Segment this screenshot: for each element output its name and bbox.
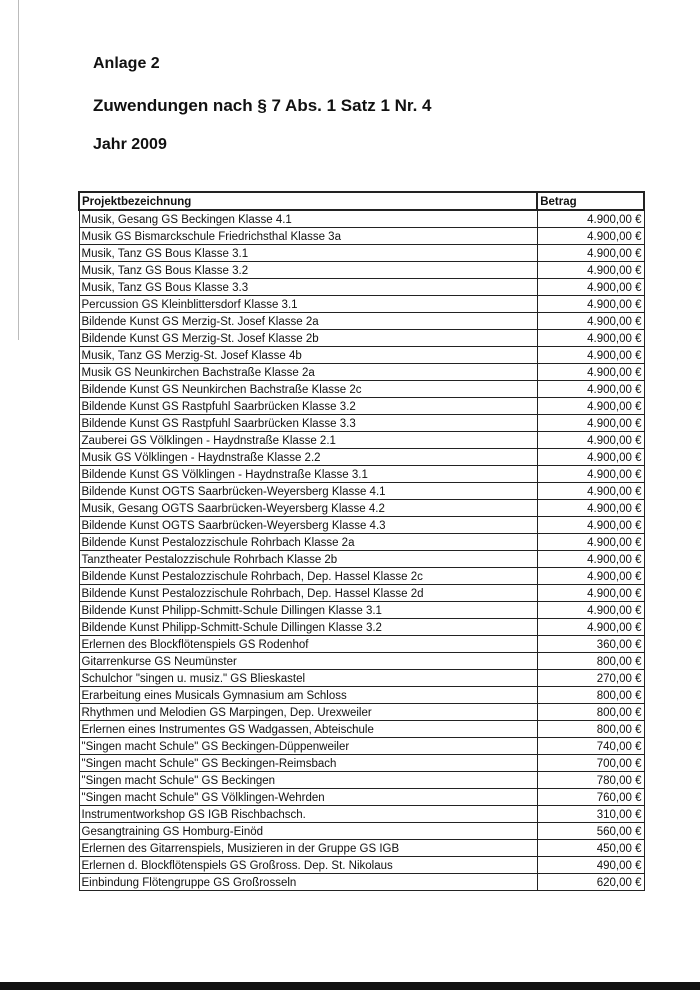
project-name-cell: Bildende Kunst OGTS Saarbrücken-Weyersberg Klasse 4.3	[79, 517, 537, 534]
project-name-cell: Bildende Kunst OGTS Saarbrücken-Weyersberg Klasse 4.1	[79, 483, 537, 500]
table-row	[79, 857, 644, 874]
amount-cell: 4.900,00 €	[537, 619, 644, 636]
project-name-cell: Musik, Tanz GS Bous Klasse 3.2	[79, 262, 537, 279]
amount-cell: 4.900,00 €	[537, 262, 644, 279]
amount-cell: 780,00 €	[537, 772, 644, 789]
amount-cell: 4.900,00 €	[537, 551, 644, 568]
annex-label: Anlage 2	[93, 55, 160, 72]
table-row	[79, 466, 644, 483]
table-row	[79, 449, 644, 466]
project-name-cell: Bildende Kunst GS Merzig-St. Josef Klasse 2a	[79, 313, 537, 330]
project-name-cell: "Singen macht Schule" GS Völklingen-Wehrden	[79, 789, 537, 806]
amount-cell: 4.900,00 €	[537, 296, 644, 313]
table-row	[79, 687, 644, 704]
amount-cell: 4.900,00 €	[537, 245, 644, 262]
table-row	[79, 517, 644, 534]
table-row	[79, 245, 644, 262]
project-name-cell: Bildende Kunst GS Rastpfuhl Saarbrücken Klasse 3.3	[79, 415, 537, 432]
table-row	[79, 636, 644, 653]
amount-cell: 800,00 €	[537, 687, 644, 704]
project-name-cell: Erlernen des Blockflötenspiels GS Rodenhof	[79, 636, 537, 653]
project-name-cell: Bildende Kunst GS Rastpfuhl Saarbrücken Klasse 3.2	[79, 398, 537, 415]
amount-cell: 4.900,00 €	[537, 534, 644, 551]
project-name-cell: Musik, Tanz GS Bous Klasse 3.1	[79, 245, 537, 262]
amount-cell: 4.900,00 €	[537, 381, 644, 398]
grants-table	[78, 191, 645, 891]
amount-cell: 620,00 €	[537, 874, 644, 891]
project-name-cell: Schulchor "singen u. musiz." GS Blieskastel	[79, 670, 537, 687]
project-name-cell: Gitarrenkurse GS Neumünster	[79, 653, 537, 670]
table-header	[79, 192, 644, 210]
table-row	[79, 347, 644, 364]
amount-cell: 4.900,00 €	[537, 330, 644, 347]
project-name-cell: Instrumentworkshop GS IGB Rischbachsch.	[79, 806, 537, 823]
table-row	[79, 670, 644, 687]
year-label: Jahr 2009	[93, 136, 167, 153]
amount-cell: 4.900,00 €	[537, 449, 644, 466]
project-name-cell: "Singen macht Schule" GS Beckingen-Reimsbach	[79, 755, 537, 772]
project-name-cell: Musik, Tanz GS Bous Klasse 3.3	[79, 279, 537, 296]
project-name-cell: Musik, Tanz GS Merzig-St. Josef Klasse 4b	[79, 347, 537, 364]
table-row	[79, 381, 644, 398]
table-row	[79, 619, 644, 636]
table-row	[79, 228, 644, 245]
project-name-cell: Erlernen d. Blockflötenspiels GS Großross. Dep. St. Nikolaus	[79, 857, 537, 874]
amount-cell: 4.900,00 €	[537, 347, 644, 364]
amount-cell: 490,00 €	[537, 857, 644, 874]
amount-cell: 800,00 €	[537, 704, 644, 721]
column-header-project: Projektbezeichnung	[79, 192, 537, 210]
table-row	[79, 806, 644, 823]
amount-cell: 740,00 €	[537, 738, 644, 755]
table-row	[79, 738, 644, 755]
amount-cell: 4.900,00 €	[537, 279, 644, 296]
amount-cell: 4.900,00 €	[537, 313, 644, 330]
amount-cell: 700,00 €	[537, 755, 644, 772]
project-name-cell: Rhythmen und Melodien GS Marpingen, Dep. Urexweiler	[79, 704, 537, 721]
project-name-cell: "Singen macht Schule" GS Beckingen	[79, 772, 537, 789]
project-name-cell: Musik, Gesang OGTS Saarbrücken-Weyersberg Klasse 4.2	[79, 500, 537, 517]
table-row	[79, 330, 644, 347]
project-name-cell: Gesangtraining GS Homburg-Einöd	[79, 823, 537, 840]
amount-cell: 4.900,00 €	[537, 210, 644, 228]
project-name-cell: Bildende Kunst Pestalozzischule Rohrbach, Dep. Hassel Klasse 2d	[79, 585, 537, 602]
amount-cell: 4.900,00 €	[537, 500, 644, 517]
amount-cell: 4.900,00 €	[537, 364, 644, 381]
project-name-cell: Erarbeitung eines Musicals Gymnasium am Schloss	[79, 687, 537, 704]
project-name-cell: Musik, Gesang GS Beckingen Klasse 4.1	[79, 210, 537, 228]
amount-cell: 800,00 €	[537, 653, 644, 670]
amount-cell: 4.900,00 €	[537, 585, 644, 602]
table-row	[79, 210, 644, 228]
project-name-cell: Bildende Kunst GS Merzig-St. Josef Klasse 2b	[79, 330, 537, 347]
table-row	[79, 432, 644, 449]
table-row	[79, 602, 644, 619]
table-row	[79, 704, 644, 721]
amount-cell: 4.900,00 €	[537, 568, 644, 585]
table-row	[79, 313, 644, 330]
table-row	[79, 823, 644, 840]
project-name-cell: Bildende Kunst Philipp-Schmitt-Schule Dillingen Klasse 3.2	[79, 619, 537, 636]
table-row	[79, 721, 644, 738]
amount-cell: 310,00 €	[537, 806, 644, 823]
amount-cell: 560,00 €	[537, 823, 644, 840]
amount-cell: 4.900,00 €	[537, 398, 644, 415]
header-row	[79, 192, 644, 210]
project-name-cell: "Singen macht Schule" GS Beckingen-Düppenweiler	[79, 738, 537, 755]
amount-cell: 4.900,00 €	[537, 602, 644, 619]
table-row	[79, 585, 644, 602]
table-row	[79, 755, 644, 772]
amount-cell: 270,00 €	[537, 670, 644, 687]
project-name-cell: Bildende Kunst GS Völklingen - Haydnstraße Klasse 3.1	[79, 466, 537, 483]
project-name-cell: Zauberei GS Völklingen - Haydnstraße Klasse 2.1	[79, 432, 537, 449]
table-row	[79, 874, 644, 891]
amount-cell: 760,00 €	[537, 789, 644, 806]
table-row	[79, 262, 644, 279]
table-row	[79, 279, 644, 296]
amount-cell: 800,00 €	[537, 721, 644, 738]
table-row	[79, 364, 644, 381]
table-row	[79, 568, 644, 585]
amount-cell: 360,00 €	[537, 636, 644, 653]
project-name-cell: Einbindung Flötengruppe GS Großrosseln	[79, 874, 537, 891]
project-name-cell: Erlernen eines Instrumentes GS Wadgassen, Abteischule	[79, 721, 537, 738]
project-name-cell: Musik GS Völklingen - Haydnstraße Klasse 2.2	[79, 449, 537, 466]
table-row	[79, 534, 644, 551]
amount-cell: 4.900,00 €	[537, 228, 644, 245]
scan-bottom-edge	[0, 982, 700, 990]
project-name-cell: Percussion GS Kleinblittersdorf Klasse 3.1	[79, 296, 537, 313]
project-name-cell: Bildende Kunst Pestalozzischule Rohrbach Klasse 2a	[79, 534, 537, 551]
table-row	[79, 415, 644, 432]
table-row	[79, 483, 644, 500]
amount-cell: 450,00 €	[537, 840, 644, 857]
document-title: Zuwendungen nach § 7 Abs. 1 Satz 1 Nr. 4	[93, 96, 432, 115]
project-name-cell: Bildende Kunst GS Neunkirchen Bachstraße Klasse 2c	[79, 381, 537, 398]
table-row	[79, 296, 644, 313]
project-name-cell: Erlernen des Gitarrenspiels, Musizieren in der Gruppe GS IGB	[79, 840, 537, 857]
amount-cell: 4.900,00 €	[537, 517, 644, 534]
project-name-cell: Musik GS Bismarckschule Friedrichsthal Klasse 3a	[79, 228, 537, 245]
table-row	[79, 500, 644, 517]
scan-margin-line	[18, 0, 19, 340]
project-name-cell: Bildende Kunst Philipp-Schmitt-Schule Dillingen Klasse 3.1	[79, 602, 537, 619]
project-name-cell: Bildende Kunst Pestalozzischule Rohrbach, Dep. Hassel Klasse 2c	[79, 568, 537, 585]
table-row	[79, 840, 644, 857]
table-row	[79, 551, 644, 568]
amount-cell: 4.900,00 €	[537, 432, 644, 449]
amount-cell: 4.900,00 €	[537, 466, 644, 483]
project-name-cell: Tanztheater Pestalozzischule Rohrbach Klasse 2b	[79, 551, 537, 568]
table-row	[79, 772, 644, 789]
column-header-amount: Betrag	[537, 192, 644, 210]
table-row	[79, 398, 644, 415]
table-row	[79, 653, 644, 670]
table-row	[79, 789, 644, 806]
amount-cell: 4.900,00 €	[537, 415, 644, 432]
table-body	[79, 210, 644, 891]
project-name-cell: Musik GS Neunkirchen Bachstraße Klasse 2a	[79, 364, 537, 381]
amount-cell: 4.900,00 €	[537, 483, 644, 500]
